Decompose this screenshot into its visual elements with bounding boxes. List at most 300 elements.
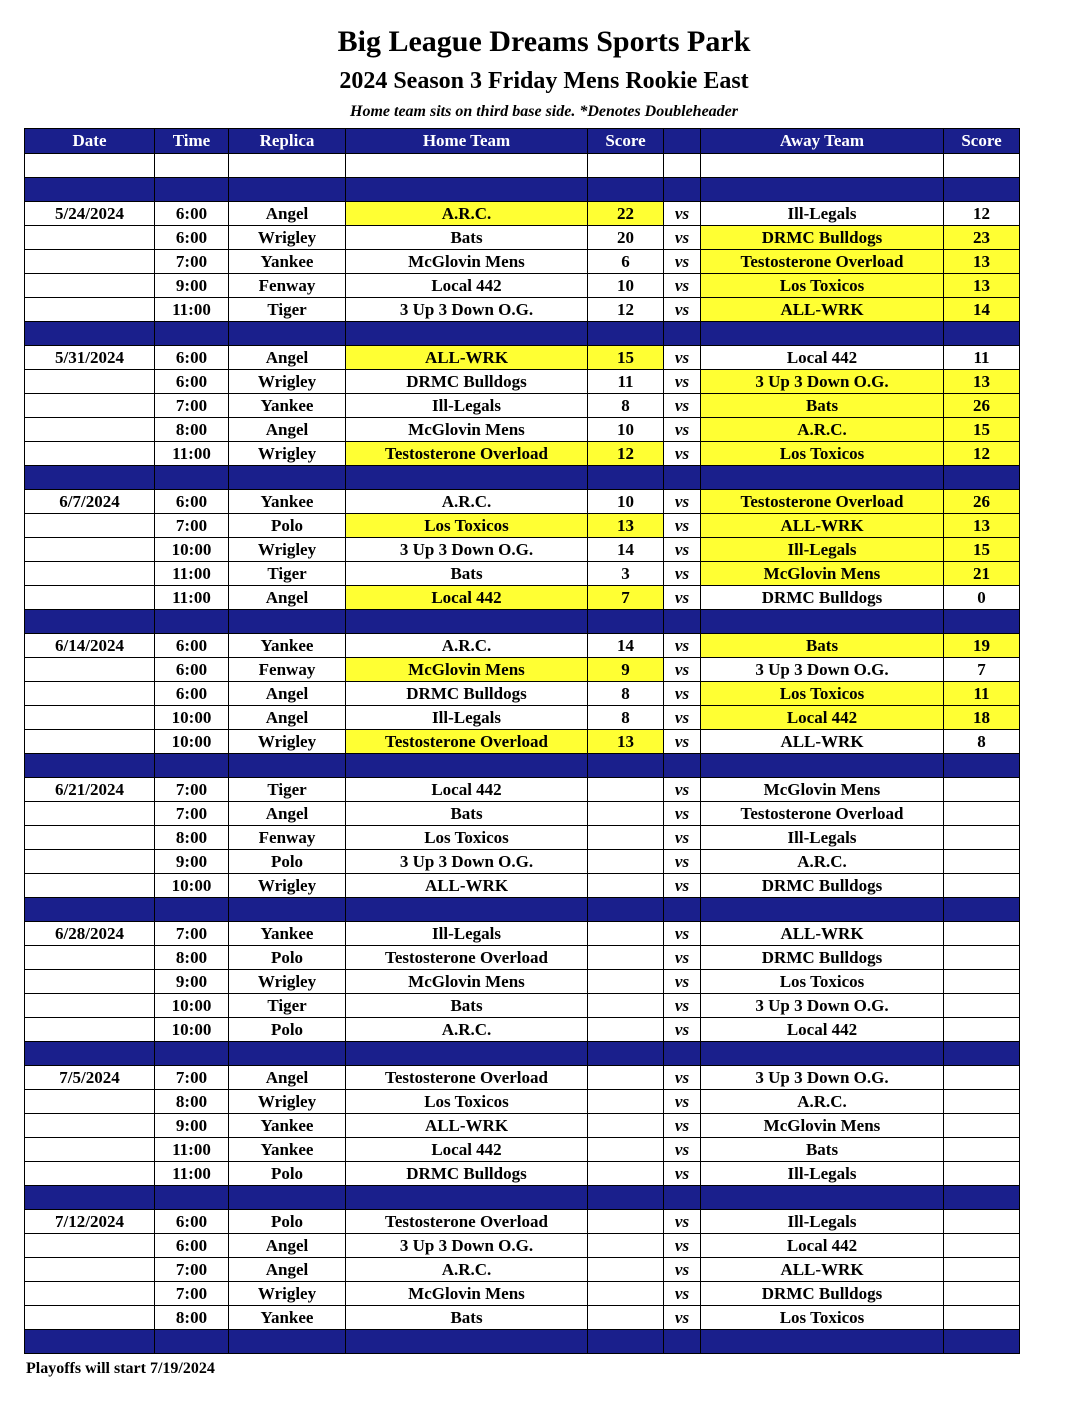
away-team: 3 Up 3 Down O.G. [701, 994, 944, 1018]
game-time: 11:00 [155, 1162, 229, 1186]
game-date [25, 298, 155, 322]
game-time: 7:00 [155, 1282, 229, 1306]
game-row [25, 442, 1020, 466]
home-score [588, 1234, 664, 1258]
game-date: 5/31/2024 [25, 346, 155, 370]
away-score [944, 1282, 1020, 1306]
away-team: DRMC Bulldogs [701, 226, 944, 250]
game-replica: Wrigley [229, 226, 346, 250]
vs-label: vs [664, 1234, 701, 1258]
away-team: 3 Up 3 Down O.G. [701, 658, 944, 682]
week-separator-band-cell [944, 1330, 1020, 1354]
home-score [588, 778, 664, 802]
home-team: A.R.C. [346, 490, 588, 514]
home-team: McGlovin Mens [346, 970, 588, 994]
game-time: 7:00 [155, 778, 229, 802]
home-team: ALL-WRK [346, 874, 588, 898]
game-time: 6:00 [155, 370, 229, 394]
game-replica: Angel [229, 682, 346, 706]
week-separator-band-cell [664, 898, 701, 922]
home-team: Bats [346, 802, 588, 826]
blank-row-cell [664, 154, 701, 178]
away-team: ALL-WRK [701, 514, 944, 538]
home-team: Ill-Legals [346, 394, 588, 418]
game-date: 7/5/2024 [25, 1066, 155, 1090]
week-separator-band [25, 754, 1020, 778]
game-time: 9:00 [155, 970, 229, 994]
game-date [25, 970, 155, 994]
game-date [25, 370, 155, 394]
vs-label: vs [664, 1066, 701, 1090]
away-team: DRMC Bulldogs [701, 874, 944, 898]
home-team: Ill-Legals [346, 706, 588, 730]
game-row [25, 490, 1020, 514]
game-date [25, 1282, 155, 1306]
vs-label: vs [664, 586, 701, 610]
away-score [944, 850, 1020, 874]
page-title: Big League Dreams Sports Park [337, 25, 751, 58]
home-team: DRMC Bulldogs [346, 370, 588, 394]
game-replica: Wrigley [229, 442, 346, 466]
schedule-table [24, 128, 1020, 1354]
game-time: 8:00 [155, 418, 229, 442]
game-time: 7:00 [155, 250, 229, 274]
game-time: 6:00 [155, 682, 229, 706]
game-time: 11:00 [155, 1138, 229, 1162]
game-time: 7:00 [155, 802, 229, 826]
away-team: A.R.C. [701, 850, 944, 874]
home-score [588, 1018, 664, 1042]
week-separator-band-cell [155, 754, 229, 778]
game-date [25, 226, 155, 250]
vs-label: vs [664, 682, 701, 706]
game-time: 11:00 [155, 298, 229, 322]
week-separator-band-cell [701, 1330, 944, 1354]
away-score [944, 874, 1020, 898]
home-score: 14 [588, 538, 664, 562]
vs-label: vs [664, 994, 701, 1018]
game-date: 6/21/2024 [25, 778, 155, 802]
away-score [944, 802, 1020, 826]
home-team: Los Toxicos [346, 1090, 588, 1114]
game-time: 9:00 [155, 274, 229, 298]
week-separator-band-cell [944, 754, 1020, 778]
game-replica: Tiger [229, 778, 346, 802]
game-replica: Yankee [229, 490, 346, 514]
game-replica: Polo [229, 1162, 346, 1186]
game-replica: Angel [229, 586, 346, 610]
week-separator-band-cell [944, 1042, 1020, 1066]
game-replica: Angel [229, 418, 346, 442]
blank-row-cell [944, 154, 1020, 178]
away-score [944, 1258, 1020, 1282]
game-row [25, 1018, 1020, 1042]
away-team: Ill-Legals [701, 826, 944, 850]
game-time: 11:00 [155, 442, 229, 466]
away-score [944, 1018, 1020, 1042]
week-separator-band-cell [229, 610, 346, 634]
home-score: 10 [588, 490, 664, 514]
column-header-away-score: Score [944, 129, 1020, 154]
vs-label: vs [664, 1282, 701, 1306]
away-team: McGlovin Mens [701, 1114, 944, 1138]
home-score: 3 [588, 562, 664, 586]
game-time: 9:00 [155, 850, 229, 874]
game-replica: Wrigley [229, 970, 346, 994]
week-separator-band-cell [588, 898, 664, 922]
game-replica: Angel [229, 1234, 346, 1258]
game-date [25, 442, 155, 466]
away-team: Bats [701, 394, 944, 418]
away-score: 23 [944, 226, 1020, 250]
away-score: 15 [944, 538, 1020, 562]
game-row [25, 370, 1020, 394]
home-score: 10 [588, 418, 664, 442]
away-team: Los Toxicos [701, 1306, 944, 1330]
vs-label: vs [664, 538, 701, 562]
game-date: 7/12/2024 [25, 1210, 155, 1234]
away-team: Los Toxicos [701, 970, 944, 994]
table-header-row [25, 129, 1020, 154]
game-date [25, 418, 155, 442]
game-date [25, 946, 155, 970]
away-score: 14 [944, 298, 1020, 322]
game-time: 6:00 [155, 346, 229, 370]
week-separator-band-cell [155, 610, 229, 634]
home-team: 3 Up 3 Down O.G. [346, 1234, 588, 1258]
game-date [25, 1090, 155, 1114]
column-header-replica: Replica [229, 129, 346, 154]
home-score: 20 [588, 226, 664, 250]
home-team: Ill-Legals [346, 922, 588, 946]
game-replica: Yankee [229, 1306, 346, 1330]
week-separator-band-cell [588, 1330, 664, 1354]
blank-row-cell [229, 154, 346, 178]
vs-label: vs [664, 1258, 701, 1282]
game-replica: Fenway [229, 274, 346, 298]
away-score [944, 1306, 1020, 1330]
game-time: 6:00 [155, 1234, 229, 1258]
game-row [25, 922, 1020, 946]
game-date [25, 1162, 155, 1186]
game-date [25, 706, 155, 730]
home-score [588, 1282, 664, 1306]
week-separator-band-cell [346, 322, 588, 346]
game-replica: Polo [229, 1018, 346, 1042]
vs-label: vs [664, 562, 701, 586]
week-separator-band [25, 322, 1020, 346]
away-team: Testosterone Overload [701, 250, 944, 274]
week-separator-band-cell [944, 466, 1020, 490]
away-team: Los Toxicos [701, 442, 944, 466]
home-team: McGlovin Mens [346, 250, 588, 274]
week-separator-band-cell [346, 1186, 588, 1210]
home-team: Local 442 [346, 778, 588, 802]
vs-label: vs [664, 202, 701, 226]
home-score: 22 [588, 202, 664, 226]
away-team: Local 442 [701, 706, 944, 730]
game-row [25, 826, 1020, 850]
home-team: A.R.C. [346, 202, 588, 226]
game-time: 7:00 [155, 922, 229, 946]
week-separator-band-cell [944, 610, 1020, 634]
away-score: 15 [944, 418, 1020, 442]
game-time: 6:00 [155, 634, 229, 658]
game-date [25, 562, 155, 586]
vs-label: vs [664, 418, 701, 442]
away-score [944, 1090, 1020, 1114]
week-separator-band-cell [346, 1330, 588, 1354]
game-date [25, 1234, 155, 1258]
week-separator-band-cell [229, 1042, 346, 1066]
vs-label: vs [664, 658, 701, 682]
game-date [25, 586, 155, 610]
game-row [25, 850, 1020, 874]
home-score [588, 970, 664, 994]
home-score [588, 850, 664, 874]
week-separator-band-cell [588, 754, 664, 778]
week-separator-band-cell [588, 610, 664, 634]
game-row [25, 1306, 1020, 1330]
week-separator-band-cell [155, 1330, 229, 1354]
week-separator-band-cell [346, 178, 588, 202]
away-team: DRMC Bulldogs [701, 1282, 944, 1306]
week-separator-band-cell [701, 898, 944, 922]
game-row [25, 562, 1020, 586]
away-score: 11 [944, 346, 1020, 370]
home-score [588, 994, 664, 1018]
game-replica: Yankee [229, 634, 346, 658]
game-time: 7:00 [155, 514, 229, 538]
column-header-vs [664, 129, 701, 154]
away-score: 13 [944, 274, 1020, 298]
game-date [25, 1018, 155, 1042]
away-team: Los Toxicos [701, 274, 944, 298]
blank-row-cell [346, 154, 588, 178]
game-replica: Wrigley [229, 1282, 346, 1306]
away-score [944, 994, 1020, 1018]
week-separator-band-cell [346, 754, 588, 778]
game-time: 11:00 [155, 586, 229, 610]
home-score [588, 802, 664, 826]
game-row [25, 1258, 1020, 1282]
away-score [944, 778, 1020, 802]
game-time: 6:00 [155, 490, 229, 514]
away-score [944, 1234, 1020, 1258]
week-separator-band [25, 466, 1020, 490]
game-row [25, 778, 1020, 802]
away-team: Local 442 [701, 1018, 944, 1042]
week-separator-band-cell [701, 754, 944, 778]
game-date [25, 274, 155, 298]
game-date: 6/14/2024 [25, 634, 155, 658]
game-row [25, 1138, 1020, 1162]
week-separator-band-cell [229, 466, 346, 490]
game-replica: Angel [229, 706, 346, 730]
home-score [588, 1066, 664, 1090]
home-score: 15 [588, 346, 664, 370]
away-team: Ill-Legals [701, 538, 944, 562]
game-time: 10:00 [155, 874, 229, 898]
home-score: 7 [588, 586, 664, 610]
week-separator-band-cell [664, 1330, 701, 1354]
game-replica: Tiger [229, 562, 346, 586]
game-row [25, 1210, 1020, 1234]
home-team: Los Toxicos [346, 514, 588, 538]
vs-label: vs [664, 826, 701, 850]
home-team: Local 442 [346, 274, 588, 298]
home-team: Local 442 [346, 586, 588, 610]
away-team: Los Toxicos [701, 682, 944, 706]
game-row [25, 946, 1020, 970]
vs-label: vs [664, 442, 701, 466]
blank-row-cell [155, 154, 229, 178]
game-row [25, 418, 1020, 442]
week-separator-band-cell [346, 1042, 588, 1066]
game-time: 8:00 [155, 1090, 229, 1114]
game-row [25, 274, 1020, 298]
week-separator-band-cell [664, 178, 701, 202]
game-row [25, 202, 1020, 226]
game-replica: Angel [229, 1066, 346, 1090]
game-row [25, 970, 1020, 994]
home-team: Bats [346, 994, 588, 1018]
home-score: 8 [588, 682, 664, 706]
game-time: 7:00 [155, 1258, 229, 1282]
game-row [25, 1234, 1020, 1258]
game-date [25, 1258, 155, 1282]
home-team: Bats [346, 226, 588, 250]
game-replica: Fenway [229, 826, 346, 850]
game-date [25, 682, 155, 706]
away-score [944, 1114, 1020, 1138]
week-separator-band-cell [664, 754, 701, 778]
blank-row-cell [25, 154, 155, 178]
away-team: Bats [701, 634, 944, 658]
vs-label: vs [664, 922, 701, 946]
week-separator-band-cell [25, 178, 155, 202]
week-separator-band-cell [229, 1186, 346, 1210]
home-team: Testosterone Overload [346, 730, 588, 754]
away-team: Testosterone Overload [701, 802, 944, 826]
game-time: 10:00 [155, 994, 229, 1018]
game-date [25, 826, 155, 850]
vs-label: vs [664, 370, 701, 394]
vs-label: vs [664, 514, 701, 538]
week-separator-band-cell [229, 754, 346, 778]
week-separator-band-cell [155, 898, 229, 922]
game-row [25, 250, 1020, 274]
game-time: 8:00 [155, 826, 229, 850]
vs-label: vs [664, 226, 701, 250]
away-team: Local 442 [701, 346, 944, 370]
away-score: 13 [944, 370, 1020, 394]
away-team: ALL-WRK [701, 730, 944, 754]
home-team: McGlovin Mens [346, 418, 588, 442]
away-team: ALL-WRK [701, 1258, 944, 1282]
week-separator-band-cell [25, 1330, 155, 1354]
week-separator-band-cell [346, 466, 588, 490]
away-score [944, 946, 1020, 970]
week-separator-band [25, 178, 1020, 202]
vs-label: vs [664, 1018, 701, 1042]
away-score: 7 [944, 658, 1020, 682]
game-replica: Polo [229, 850, 346, 874]
away-score: 26 [944, 490, 1020, 514]
vs-label: vs [664, 1306, 701, 1330]
home-team: McGlovin Mens [346, 658, 588, 682]
week-separator-band-cell [25, 754, 155, 778]
game-date [25, 658, 155, 682]
week-separator-band-cell [588, 322, 664, 346]
game-row [25, 1114, 1020, 1138]
home-score: 9 [588, 658, 664, 682]
away-team: A.R.C. [701, 418, 944, 442]
blank-row [25, 154, 1020, 178]
week-separator-band [25, 1330, 1020, 1354]
game-time: 6:00 [155, 658, 229, 682]
week-separator-band-cell [664, 1042, 701, 1066]
week-separator-band-cell [346, 898, 588, 922]
week-separator-band-cell [346, 610, 588, 634]
away-score: 12 [944, 442, 1020, 466]
home-team: Testosterone Overload [346, 442, 588, 466]
game-time: 6:00 [155, 226, 229, 250]
week-separator-band-cell [944, 178, 1020, 202]
away-score: 13 [944, 250, 1020, 274]
week-separator-band-cell [155, 178, 229, 202]
game-date [25, 850, 155, 874]
game-row [25, 706, 1020, 730]
away-score [944, 1210, 1020, 1234]
week-separator-band-cell [664, 322, 701, 346]
vs-label: vs [664, 634, 701, 658]
away-score [944, 1138, 1020, 1162]
away-team: Ill-Legals [701, 1210, 944, 1234]
away-team: DRMC Bulldogs [701, 586, 944, 610]
game-time: 10:00 [155, 706, 229, 730]
game-replica: Polo [229, 514, 346, 538]
game-replica: Angel [229, 202, 346, 226]
home-team: Local 442 [346, 1138, 588, 1162]
away-score: 21 [944, 562, 1020, 586]
home-score [588, 922, 664, 946]
home-score: 12 [588, 442, 664, 466]
game-date [25, 874, 155, 898]
home-team: McGlovin Mens [346, 1282, 588, 1306]
game-replica: Yankee [229, 1138, 346, 1162]
game-time: 8:00 [155, 1306, 229, 1330]
vs-label: vs [664, 1210, 701, 1234]
week-separator-band-cell [701, 466, 944, 490]
away-score: 13 [944, 514, 1020, 538]
home-score [588, 874, 664, 898]
away-score: 12 [944, 202, 1020, 226]
home-team: Testosterone Overload [346, 946, 588, 970]
game-date [25, 394, 155, 418]
week-separator-band [25, 1042, 1020, 1066]
week-separator-band-cell [588, 1186, 664, 1210]
game-date: 6/7/2024 [25, 490, 155, 514]
vs-label: vs [664, 850, 701, 874]
home-score [588, 1210, 664, 1234]
game-row [25, 730, 1020, 754]
vs-label: vs [664, 802, 701, 826]
home-team: Bats [346, 1306, 588, 1330]
page-subtitle: 2024 Season 3 Friday Mens Rookie East [339, 68, 749, 94]
game-row [25, 1162, 1020, 1186]
away-score: 11 [944, 682, 1020, 706]
